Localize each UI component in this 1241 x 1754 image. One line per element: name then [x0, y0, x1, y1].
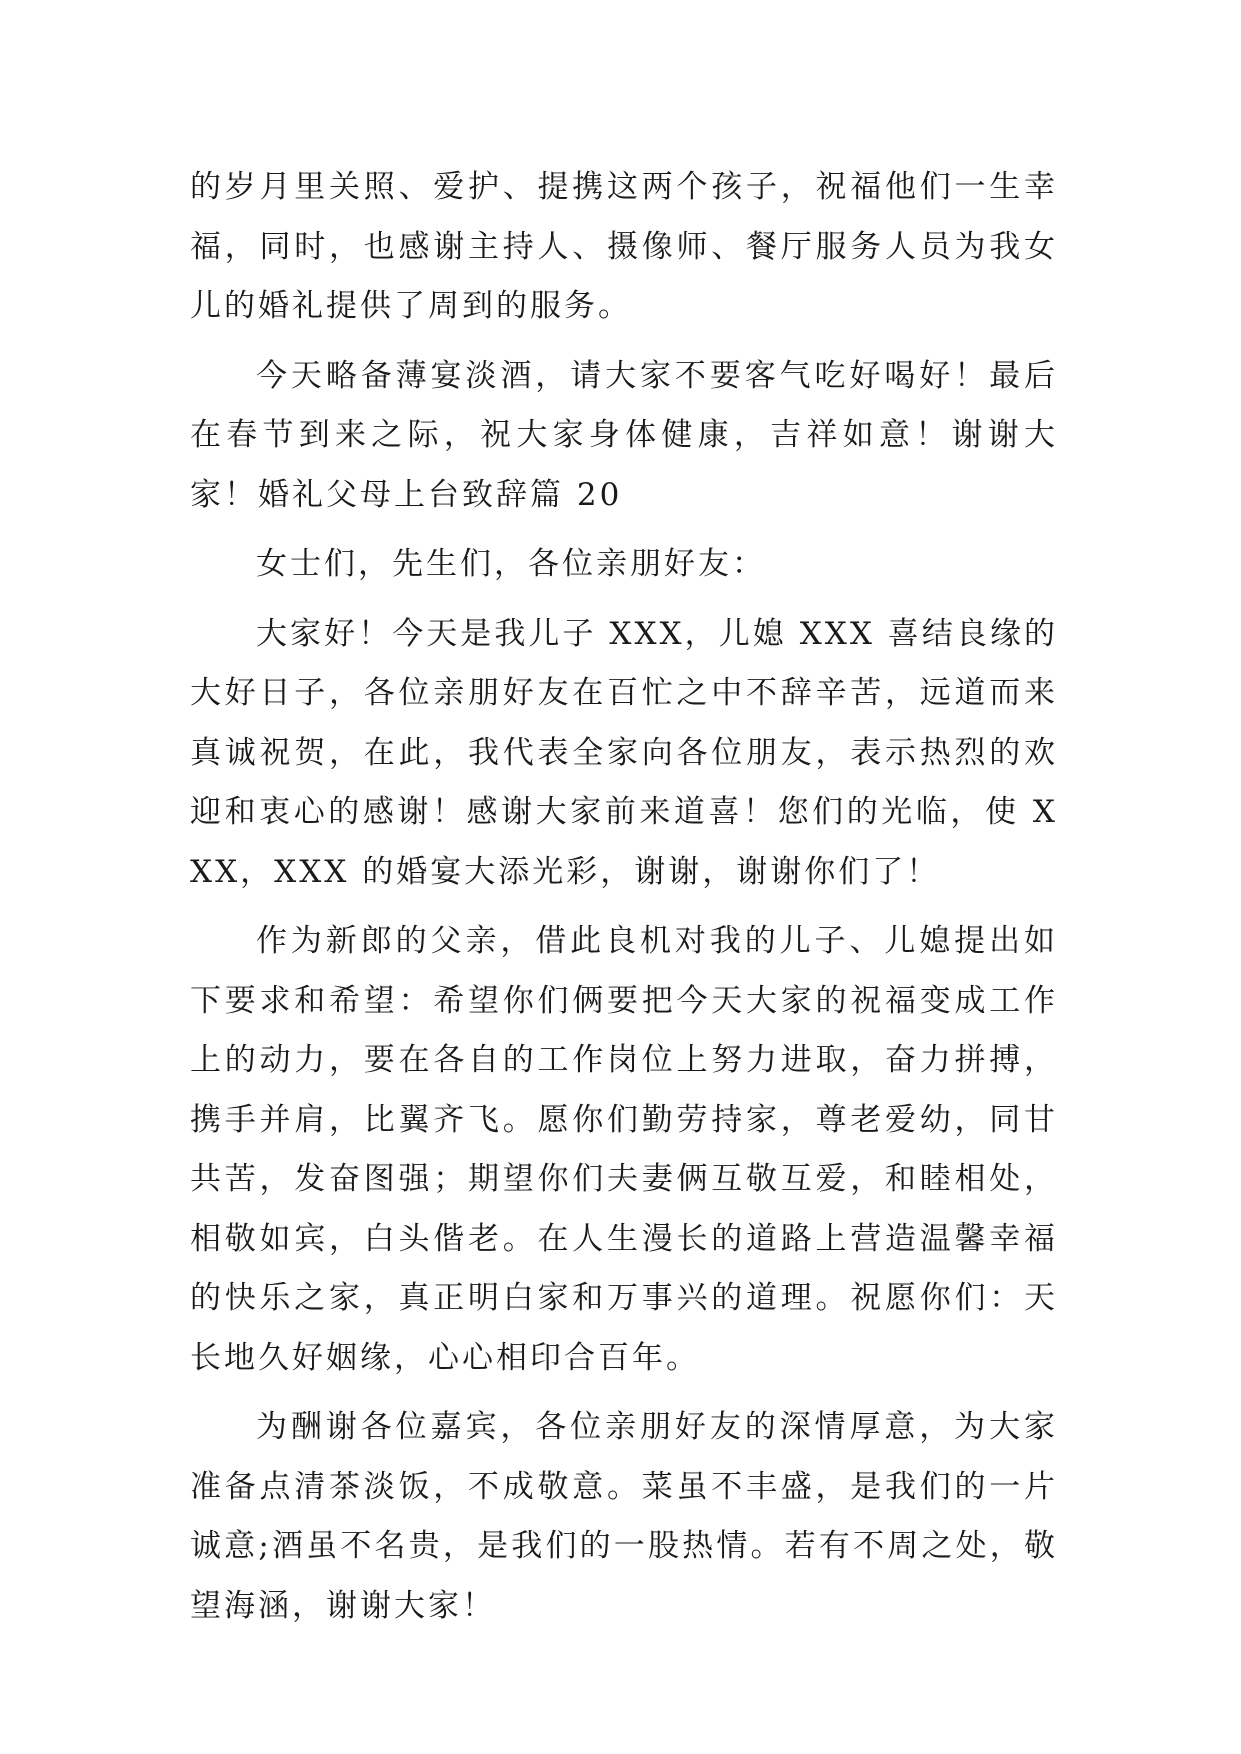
paragraph: 今天略备薄宴淡酒，请大家不要客气吃好喝好！最后在春节到来之际，祝大家身体健康，吉祥如意！谢谢大家！婚礼父母上台致辞篇 20	[190, 357, 1058, 513]
document-body	[190, 158, 1058, 1646]
paragraph: 作为新郎的父亲，借此良机对我的儿子、儿媳提出如下要求和希望：希望你们俩要把今天大家的祝福变成工作上的动力，要在各自的工作岗位上努力进取，奋力拼搏，携手并肩，比翼齐飞。愿你们勤劳持家，尊老爱幼，同甘共苦，发奋图强；期望你们夫妻俩互敬互爱，和睦相处，相敬如宾，白头偕老。在人生漫长的道路上营造温馨幸福的快乐之家，真正明白家和万事兴的道理。祝愿你们：天长地久好姻缘，心心相印合百年。	[190, 923, 1058, 1376]
paragraph: 大家好！今天是我儿子 XXX，儿媳 XXX 喜结良缘的大好日子，各位亲朋好友在百忙之中不辞辛苦，远道而来真诚祝贺，在此，我代表全家向各位朋友，表示热烈的欢迎和衷心的感谢！感谢大家前来道喜！您们的光临，使 XXX，XXX 的婚宴大添光彩，谢谢，谢谢你们了！	[190, 615, 1058, 890]
paragraph: 为酬谢各位嘉宾，各位亲朋好友的深情厚意，为大家准备点清茶淡饭，不成敬意。菜虽不丰盛，是我们的一片诚意;酒虽不名贵，是我们的一股热情。若有不周之处，敬望海涵，谢谢大家！	[190, 1409, 1058, 1624]
paragraph-continuation: 的岁月里关照、爱护、提携这两个孩子，祝福他们一生幸福，同时，也感谢主持人、摄像师、餐厅服务人员为我女儿的婚礼提供了周到的服务。	[190, 169, 1058, 324]
paragraph-salutation: 女士们，先生们，各位亲朋好友：	[256, 546, 766, 582]
